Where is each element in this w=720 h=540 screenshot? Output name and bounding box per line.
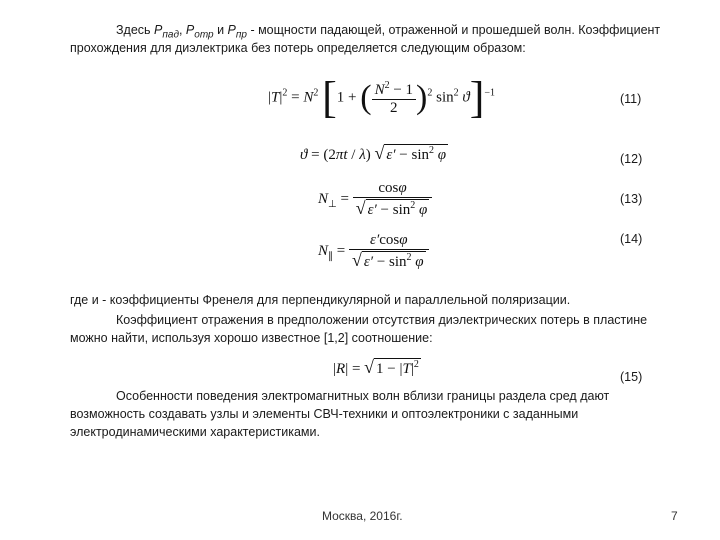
equation-number-13: (13) [620,192,643,206]
p-reflected-sub: отр [194,29,214,41]
formula-15: |R| = √ $1 - |T|^2$ [333,357,419,377]
p-transmitted-symbol: Р [227,23,236,37]
paragraph-1-line-1: Здесь $Р_{пад}$, $Р_{отр}$ и $Р_{пр}$ - мощности падающей, отраженной и прошедшей волн. Коэффициент [116,23,661,41]
paragraph-2-line-3: можно найти, используя хорошо известное [1,2] соотношение: [70,331,433,345]
footer-city-year: Москва, 2016г. [322,509,403,523]
p-transmitted-sub: пр [235,29,247,41]
paragraph-3-line-2: возможность создавать узлы и элементы СВЧ-техники и оптоэлектроники с заданными [70,407,579,421]
paragraph-3-line-3: электродинамическими характеристиками. [70,425,320,439]
formula-11: $|T|^2 = N^2$ [1 + ( $\frac{N^2 - 1}{2}$ )$^2$ $\sin^2 ϑ]^{-1}$ [268,73,496,122]
paragraph-3-line-1: Особенности поведения электромагнитных волн вблизи границы раздела сред дают [116,389,610,403]
equation-number-15: (15) [620,370,643,384]
paragraph-1-line-2: прохождения для диэлектрика без потерь определяется следующим образом: [70,41,526,55]
p-incident-symbol: Р [154,23,163,37]
equation-number-12: (12) [620,152,643,166]
formula-14: $N_\parallel$ = $\frac{\varepsilon'\cos\varphi}{√ \varepsilon' - \sin^2 \varphi}$ [318,232,429,271]
paragraph-2-line-2: Коэффициент отражения в предположении отсутствия диэлектрических потерь в пластине [116,313,648,327]
equation-number-11: (11) [620,92,642,106]
paragraph-2-line-1: где и - коэффициенты Френеля для перпендикулярной и параллельной поляризации. [70,293,571,307]
page-number: 7 [671,509,678,523]
formula-12: ϑ = (2πt / λ) √ $\varepsilon' - \sin^2 \varphi$ [300,143,447,163]
p-incident-sub: пад [162,29,179,41]
paragraph-1-rest: - мощности падающей, отраженной и прошедшей волн. Коэффициент [246,23,661,37]
lead-text: Здесь [116,23,155,37]
equation-number-14: (14) [620,232,643,246]
formula-13: $N_\perp$ = $\frac{\cos\varphi}{√ \varepsilon' - \sin^2 \varphi}$ [318,180,432,219]
and-text: и [213,23,228,37]
p-reflected-symbol: Р [185,23,195,37]
